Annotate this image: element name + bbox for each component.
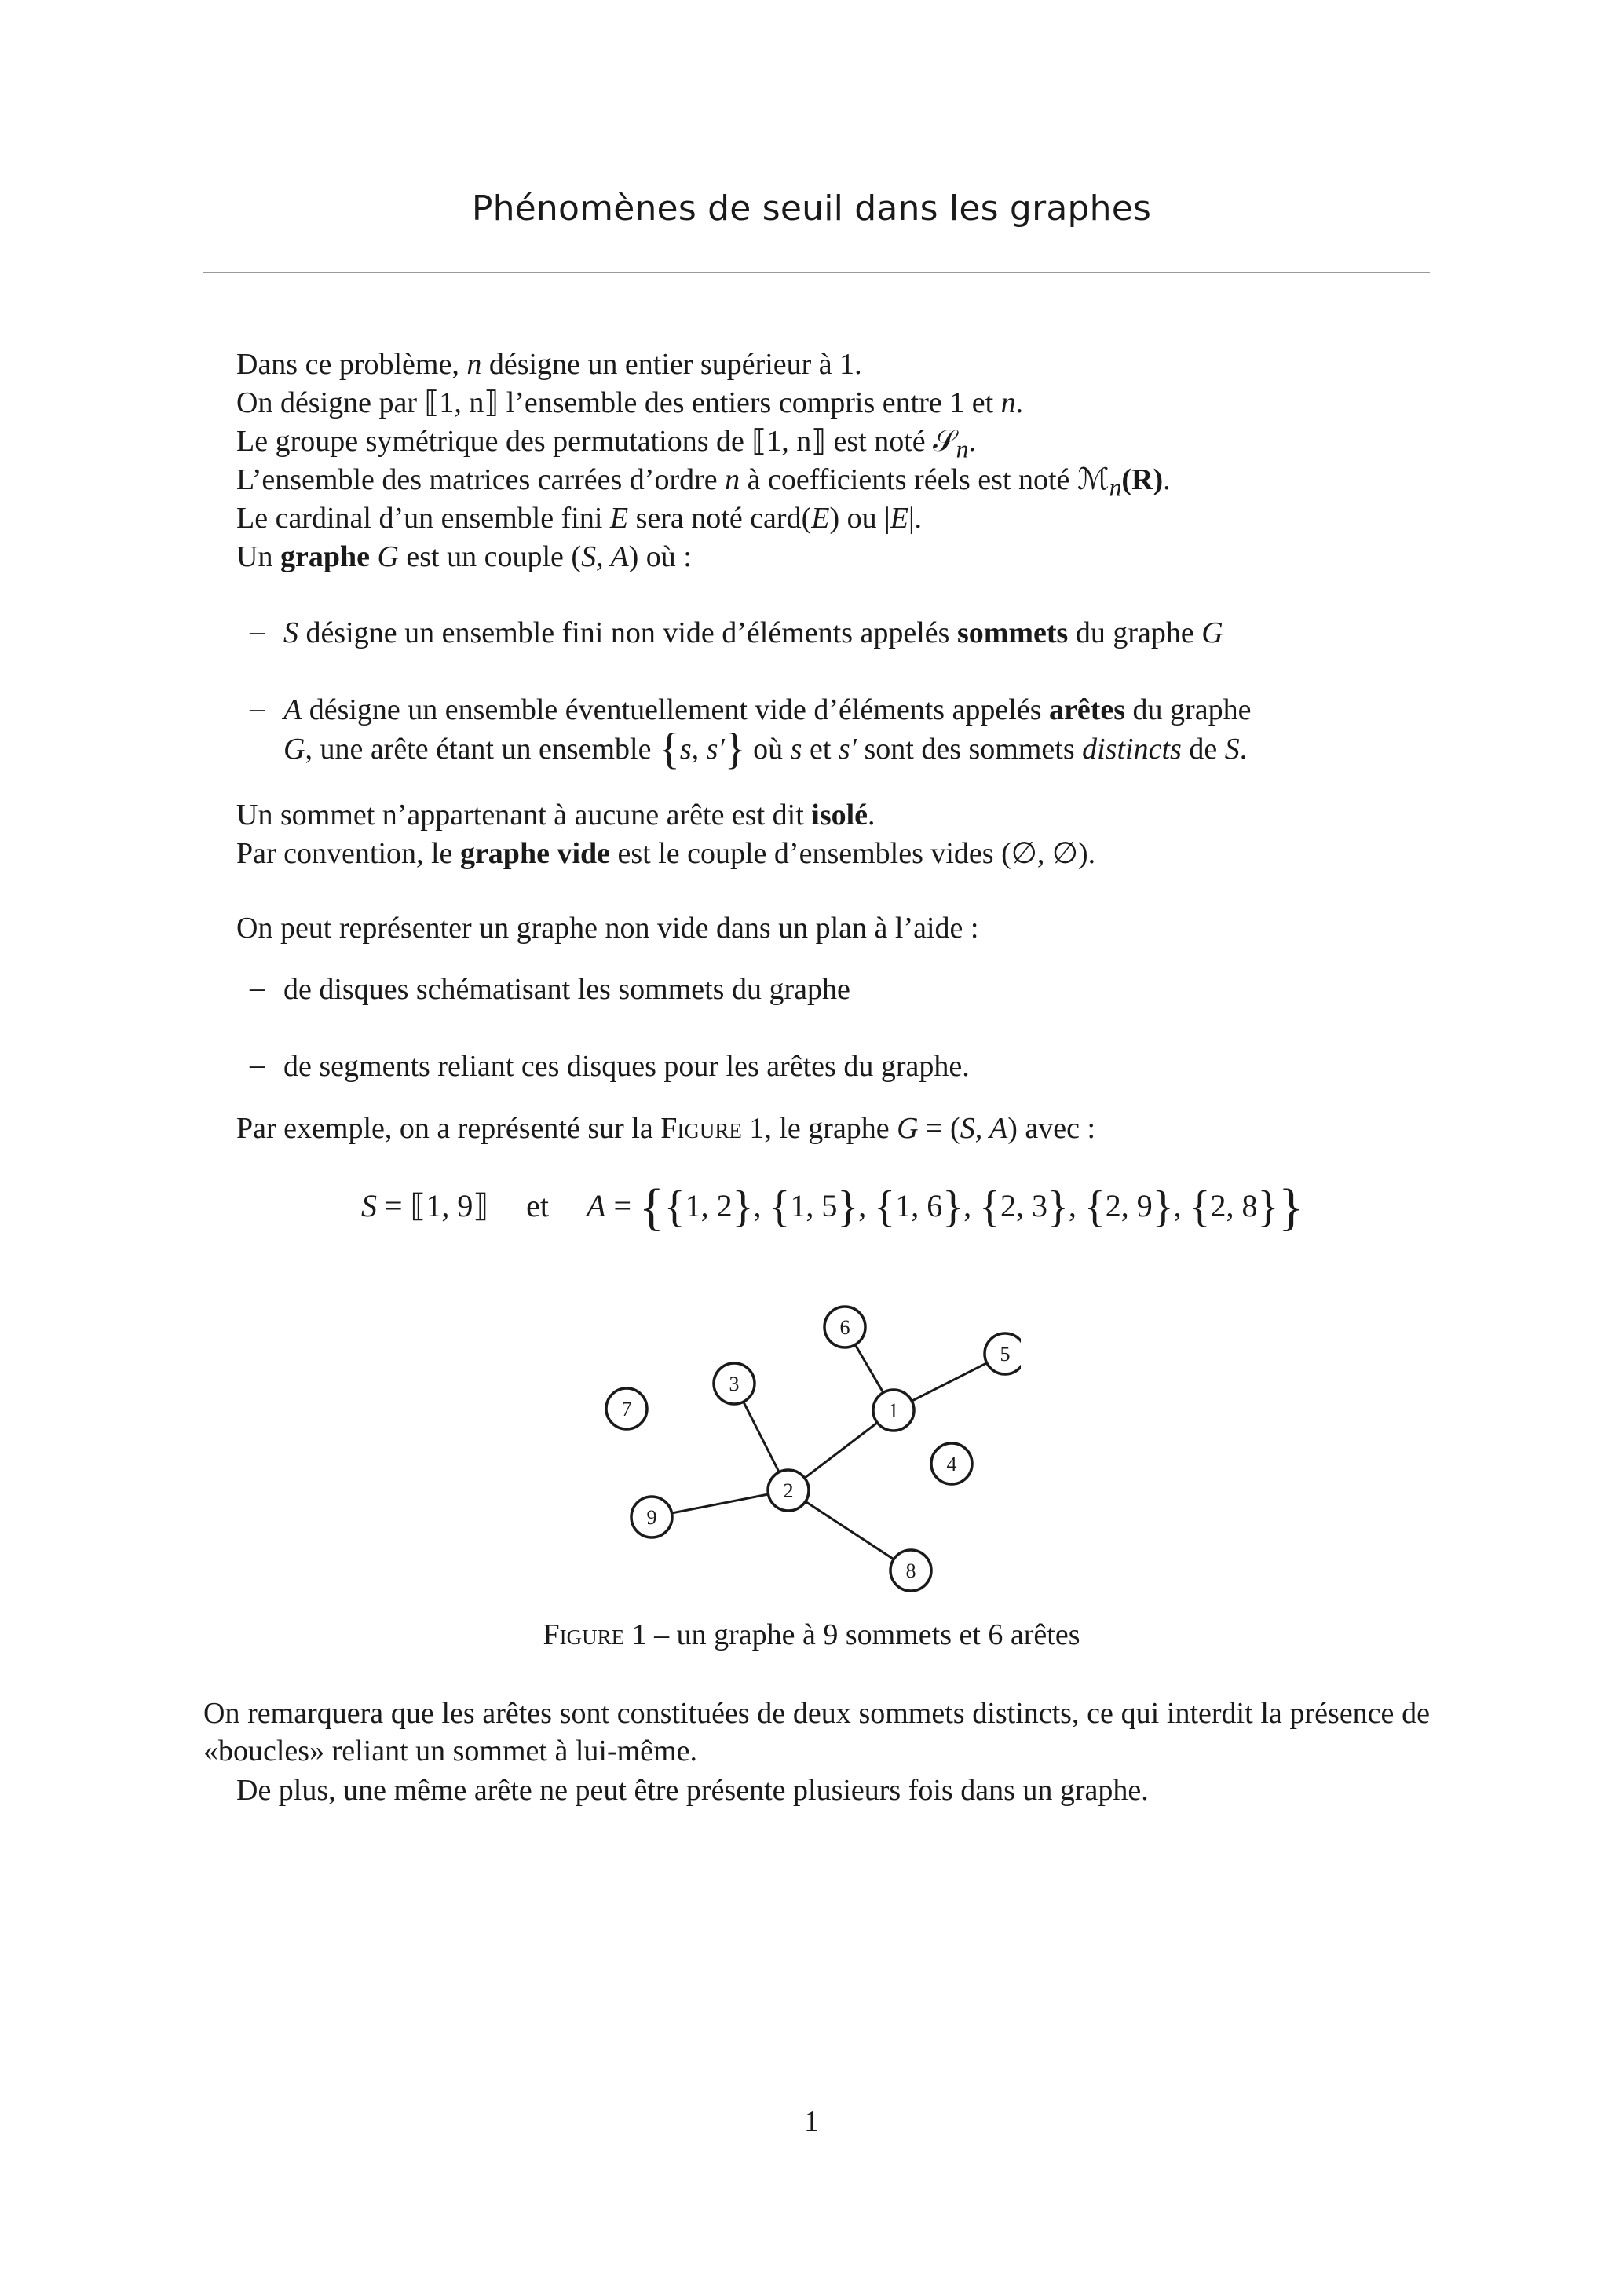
intro-line-2: On désigne par ⟦1, n⟧ l’ensemble des entiers compris entre 1 et n. bbox=[236, 386, 1024, 419]
graph-vertex-8 bbox=[890, 1550, 931, 1591]
intro-line-3: Le groupe symétrique des permutations de ⟦1, n⟧ est noté 𝒮$_n$. bbox=[236, 425, 976, 463]
edge-pair-text: 1, 6 bbox=[895, 1188, 943, 1223]
repr-intro: On peut représenter un graphe non vide dans un plan à l’aide : bbox=[236, 912, 979, 945]
graph-vertex-1 bbox=[873, 1390, 914, 1431]
graph-vertex-4 bbox=[931, 1443, 972, 1484]
bullet-dash: – bbox=[250, 615, 265, 648]
graph-vertex-9 bbox=[631, 1497, 672, 1537]
graph-vertex-5 bbox=[985, 1333, 1021, 1374]
display-equation: S = ⟦1, 9⟧ et A = {{1, 2}, {1, 5}, {1, 6}, {2, 3}, {2, 9}, {2, 8}} bbox=[361, 1179, 1304, 1236]
graph-vertex-label: 2 bbox=[783, 1479, 794, 1502]
edge-pair: {1, 2} bbox=[663, 1183, 754, 1231]
graph-vertex-label: 3 bbox=[729, 1373, 740, 1395]
edge-pair-text: 2, 9 bbox=[1105, 1188, 1153, 1223]
graph-vertex-label: 9 bbox=[646, 1506, 657, 1529]
edge-pair: {1, 5} bbox=[769, 1183, 859, 1231]
graph-vertex-label: 5 bbox=[1000, 1343, 1011, 1366]
bullet-sommets: S désigne un ensemble fini non vide d’éléments appelés sommets du graphe G bbox=[283, 616, 1223, 649]
intro-line-6: Un graphe G est un couple (S, A) où : bbox=[236, 540, 692, 573]
graph-vertex-label: 6 bbox=[839, 1316, 850, 1339]
figure-caption: Figure 1 – un graphe à 9 sommets et 6 arêtes bbox=[543, 1618, 1080, 1651]
bullet-disques: de disques schématisant les sommets du graphe bbox=[283, 973, 850, 1006]
edge-set: {1, 2}, {1, 5}, {1, 6}, {2, 3}, {2, 9}, {2, 8} bbox=[663, 1183, 1279, 1231]
edge-pair: {2, 9} bbox=[1084, 1183, 1174, 1231]
bullet-dash: – bbox=[250, 971, 265, 1004]
intro-line-1: Dans ce problème, n désigne un entier supérieur à 1. bbox=[236, 348, 862, 381]
page-title: Phénomènes de seuil dans les graphes bbox=[471, 188, 1152, 229]
def-graphe-vide: Par convention, le graphe vide est le couple d’ensembles vides (∅, ∅). bbox=[236, 837, 1096, 870]
bullet-dash: – bbox=[250, 692, 265, 725]
edge-pair: {2, 8} bbox=[1189, 1183, 1279, 1231]
page-number: 1 bbox=[804, 2105, 819, 2138]
remark-paragraph-2: De plus, une même arête ne peut être présente plusieurs fois dans un graphe. bbox=[236, 1774, 1149, 1807]
graph-vertex-label: 1 bbox=[888, 1399, 899, 1422]
remark-paragraph: On remarquera que les arêtes sont constituées de deux sommets distincts, ce qui interdit la présence de «boucles» reliant un sommet à lui-même. bbox=[203, 1697, 1430, 1768]
graph-vertex-6 bbox=[824, 1307, 865, 1347]
edge-pair-text: 2, 3 bbox=[1000, 1188, 1047, 1223]
graph-figure bbox=[581, 1288, 1021, 1602]
graph-vertex-label: 8 bbox=[905, 1559, 916, 1582]
def-isole: Un sommet n’appartenant à aucune arête est dit isolé. bbox=[236, 799, 875, 832]
edge-pair: {2, 3} bbox=[979, 1183, 1069, 1231]
edge-pair-text: 2, 8 bbox=[1210, 1188, 1258, 1223]
graph-vertex-3 bbox=[714, 1363, 755, 1404]
bullet-aretes-line-2: G, une arête étant un ensemble {s, s′} où s et s′ sont des sommets distincts de S. bbox=[283, 725, 1248, 773]
graph-edge-2-8 bbox=[788, 1490, 911, 1570]
graph-vertex-2 bbox=[768, 1470, 809, 1511]
edge-pair: {1, 6} bbox=[874, 1183, 964, 1231]
title-rule bbox=[203, 272, 1430, 273]
graph-vertex-label: 7 bbox=[621, 1398, 632, 1420]
graph-vertex-7 bbox=[606, 1388, 647, 1429]
bullet-aretes-line-1: A désigne un ensemble éventuellement vide d’éléments appelés arêtes du graphe bbox=[283, 693, 1252, 726]
edge-pair-text: 1, 2 bbox=[685, 1188, 733, 1223]
bullet-segments: de segments reliant ces disques pour les arêtes du graphe. bbox=[283, 1050, 970, 1083]
example-line: Par exemple, on a représenté sur la Figure 1, le graphe G = (S, A) avec : bbox=[236, 1112, 1096, 1145]
intro-line-4: L’ensemble des matrices carrées d’ordre n à coefficients réels est noté ℳ$_n$(R). bbox=[236, 463, 1171, 502]
intro-line-5: Le cardinal d’un ensemble fini E sera noté card(E) ou |E|. bbox=[236, 502, 923, 535]
edge-pair-text: 1, 5 bbox=[790, 1188, 838, 1223]
graph-vertex-label: 4 bbox=[946, 1453, 957, 1475]
bullet-dash: – bbox=[250, 1048, 265, 1081]
